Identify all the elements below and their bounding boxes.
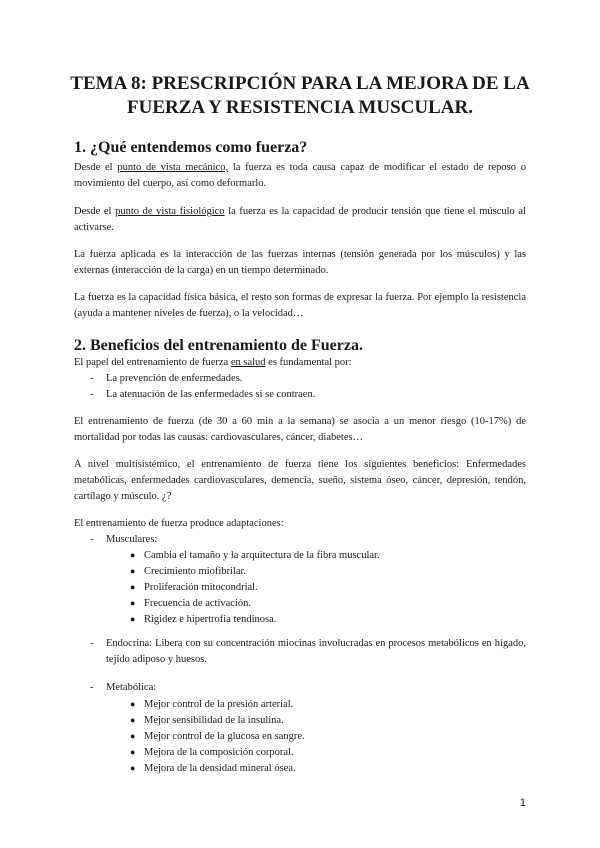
paragraph-mechanical: Desde el punto de vista mecánico, la fuerza es toda causa capaz de modificar el estado de reposo o movimiento del cuerpo, así como deformarlo. [74,162,526,189]
list-item: ● Mejor control de la glucosa en sangre. [130,731,305,742]
paragraph-multisystemic: A nivel multisistémico, el entrenamiento de fuerza tiene los siguientes beneficios: Enfermedades metabólicas, enfermedades cardiovasculares, demencia, sueño, sistema óseo, cáncer, depresión, tendón, cartílago y músculo. ¿? [74,459,526,502]
paragraph-mortality: El entrenamiento de fuerza (de 30 a 60 min a la semana) se asocia a un menor riesgo (10-17%) de mortalidad por todas las causas: cardiovasculares, cáncer, diabetes… [74,416,526,443]
mechanical-term: punto de vista mecánico, [117,162,229,173]
title-line-1: TEMA 8: PRESCRIPCIÓN PARA LA MEJORA DE LA [70,73,530,94]
list-item: - La atenuación de las enfermedades si se contraen. [90,389,316,400]
title-line-2: FUERZA Y RESISTENCIA MUSCULAR. [127,97,473,118]
paragraph-applied-force: La fuerza aplicada es la interacción de las fuerzas internas (tensión generada por los músculos) y las externas (interacción de la carga) en un tiempo determinado. [74,249,526,276]
health-term: en salud [230,357,266,368]
list-item: ● Mejora de la densidad mineral ósea. [130,763,296,774]
list-item: ● Mejor sensibilidad de la insulina. [130,715,284,726]
list-item: ● Mejora de la composición corporal. [130,747,294,758]
paragraph-health-role: El papel del entrenamiento de fuerza en salud es fundamental por: [74,357,352,368]
list-item: - La prevención de enfermedades. [90,373,243,384]
list-item: ● Rigidez e hipertrofia tendinosa. [130,614,277,625]
page-title [40,72,560,120]
list-item: ● Mejor control de la presión arterial. [130,699,294,710]
list-item-endocrina: - Endocrina: Libera con su concentración miocinas involucradas en procesos metabólicos en hígado, tejido adiposo y huesos. [90,638,526,665]
paragraph-basic-capacity: La fuerza es la capacidad física básica, el resto son formas de expresar la fuerza. Por ejemplo la resistencia (ayuda a mantener niveles de fuerza), o la velocidad… [74,292,526,319]
section-1-heading: 1. ¿Qué entendemos como fuerza? [74,139,308,156]
physiological-term: punto de vista fisiológico [115,206,225,217]
list-item: ● Crecimiento miofibrilar. [130,566,247,577]
list-item: ● Frecuencia de activación. [130,598,251,609]
list-item: ● Proliferación mitocondrial. [130,582,258,593]
page-number: 1 [519,797,526,809]
section-2-heading: 2. Beneficios del entrenamiento de Fuerza. [74,337,363,354]
list-item: ● Cambia el tamaño y la arquitectura de la fibra muscular. [130,550,380,561]
list-item-musculares: - Musculares: [90,534,158,545]
paragraph-physiological: Desde el punto de vista fisiológico la fuerza es la capacidad de producir tensión que tiene el músculo al activarse. [74,206,526,233]
list-item-metabolica: - Metabólica: [90,682,157,693]
paragraph-adaptations: El entrenamiento de fuerza produce adaptaciones: [74,518,284,529]
